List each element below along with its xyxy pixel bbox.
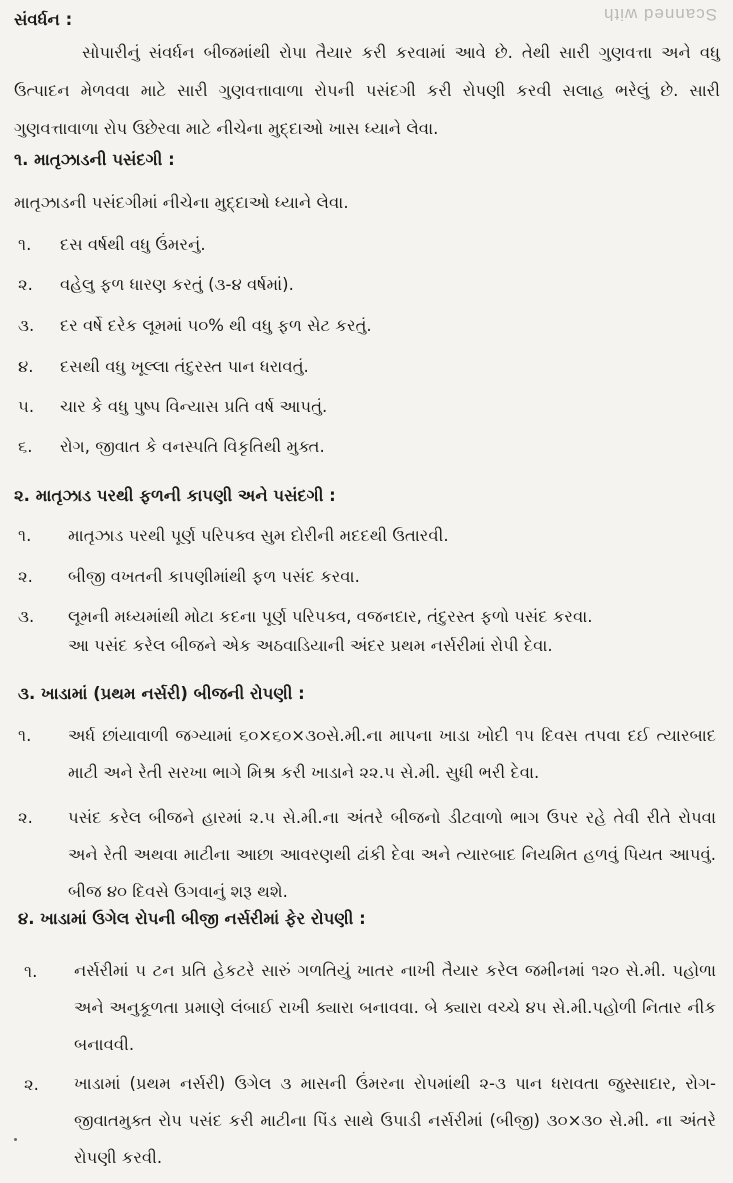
list-item-number: ૨. xyxy=(18,275,33,294)
list-item-text: પસંદ કરેલ બીજને હારમાં ૨.૫ સે.મી.ના અંતરે બીજનો ડીટવાળો ભાગ ઉપર રહે તેવી રીતે રોપવા અને રેતી અથવા માટીના આછા આવરણથી ઢાંકી દેવા અને ત્યારબાદ નિયમિત હળવું પિયત આપવું. બીજ ૪૦ દિવસે ઉગવાનું શરૂ થશે. xyxy=(68,808,716,901)
section3-title: ૩. ખાડામાં (પ્રથમ નર્સરી) બીજની રોપણી : xyxy=(18,684,305,703)
list-item-text: રોગ, જીવાત કે વનસ્પતિ વિકૃતિથી મુક્ત. xyxy=(60,437,325,456)
list-item-text: દર વર્ષે દરેક લૂમમાં ૫૦% થી વધુ ફળ સેટ કરતું. xyxy=(60,316,372,335)
list-item-text: માતૃઝાડ પરથી પૂર્ણ પરિપક્વ સુમ દોરીની મદદથી ઉતારવી. xyxy=(68,526,449,545)
list-item-text: ચાર કે વધુ પુષ્પ વિન્યાસ પ્રતિ વર્ષ આપતું. xyxy=(60,397,328,416)
list-item-text: અર્ધ છાંયાવાળી જગ્યામાં ૬૦×૬૦×૩૦સે.મી.ના માપના ખાડા ખોદી ૧૫ દિવસ તપવા દઈ ત્યારબાદ માટી અને રેતી સરખા ભાગે મિશ્ર કરી ખાડાને ૨૨.૫ સે.મી. સુધી ભરી દેવા. xyxy=(68,726,716,782)
list-item-number: ૧. xyxy=(18,726,32,745)
list-item-number: ૨. xyxy=(18,808,33,827)
section4-title: ૪. ખાડામાં ઉગેલ રોપની બીજી નર્સરીમાં ફેર રોપણી : xyxy=(18,909,366,928)
list-item-text: નર્સરીમાં ૫ ટન પ્રતિ હેકટરે સારું ગળતિયું ખાતર નાખી તૈયાર કરેલ જમીનમાં ૧૨૦ સે.મી. પહોળા અને અનુકૂળતા પ્રમાણે લંબાઈ રાખી ક્યારા બનાવવા. બે ક્યારા વચ્ચે ૪૫ સે.મી.પહોળી નિતાર નીક બનાવવી. xyxy=(74,961,716,1054)
list-item-text: ખાડામાં (પ્રથમ નર્સરી) ઉગેલ ૩ માસની ઉંમરના રોપમાંથી ૨-૩ પાન ધરાવતા જુસ્સાદાર, રોગ-જીવાતમુક્ત રોપ પસંદ કરી માટીના પિંડ સાથે ઉપાડી નર્સરીમાં (બીજી) ૩૦×૩૦ સે.મી. ના અંતરે રોપણી કરવી. xyxy=(74,1074,716,1167)
list-item-number: ૨. xyxy=(24,1075,39,1094)
scan-speck xyxy=(14,1138,17,1141)
list-item-number: ૫. xyxy=(18,397,35,416)
section2-title: ૨. માતૃઝાડ પરથી ફળની કાપણી અને પસંદગી : xyxy=(14,486,336,505)
list-item-number: ૨. xyxy=(18,567,33,586)
scanner-watermark: Scanned with xyxy=(602,5,717,24)
section1-title: ૧. માતૃઝાડની પસંદગી : xyxy=(14,150,175,169)
section1-lead: માતૃઝાડની પસંદગીમાં નીચેના મુદ્દાઓ ધ્યાને લેવા. xyxy=(14,193,349,212)
intro-paragraph: સોપારીનું સંવર્ધન બીજમાંથી રોપા તૈયાર કરી કરવામાં આવે છે. તેથી સારી ગુણવત્તા અને વધુ ઉત્પાદન મેળવવા માટે સારી ગુણવત્તાવાળા રોપની પસંદગી કરી રોપણી કરવી સલાહ ભરેલું છે. સારી ગુણવત્તાવાળા રોપ ઉછેરવા માટે નીચેના મુદ્દાઓ ખાસ ધ્યાને લેવા. xyxy=(14,43,720,138)
intro-title: સંવર્ધન : xyxy=(14,10,73,29)
list-item-number: ૧. xyxy=(24,962,38,981)
list-item-number: ૪. xyxy=(18,357,34,376)
list-item-text: બીજી વખતની કાપણીમાંથી ફળ પસંદ કરવા. xyxy=(68,567,360,586)
list-item-number: ૧. xyxy=(18,526,32,545)
list-item-text-continued: આ પસંદ કરેલ બીજને એક અઠવાડિયાની અંદર પ્રથમ નર્સરીમાં રોપી દેવા. xyxy=(68,636,553,655)
list-item-number: ૩. xyxy=(18,607,35,626)
list-item-number: ૬. xyxy=(18,437,33,456)
list-item-text: વહેલુ ફળ ધારણ કરતું (૩-૪ વર્ષમાં). xyxy=(60,275,294,294)
list-item-text: દસ વર્ષથી વધુ ઉંમરનું. xyxy=(60,235,206,254)
list-item-number: ૩. xyxy=(18,316,35,335)
list-item-number: ૧. xyxy=(18,235,32,254)
list-item-text: લૂમની મધ્યમાંથી મોટા કદના પૂર્ણ પરિપક્વ, વજનદાર, તંદુરસ્ત ફળો પસંદ કરવા. xyxy=(68,607,593,626)
list-item-text: દસથી વધુ ખૂલ્લા તંદુરસ્ત પાન ધરાવતું. xyxy=(60,357,309,376)
